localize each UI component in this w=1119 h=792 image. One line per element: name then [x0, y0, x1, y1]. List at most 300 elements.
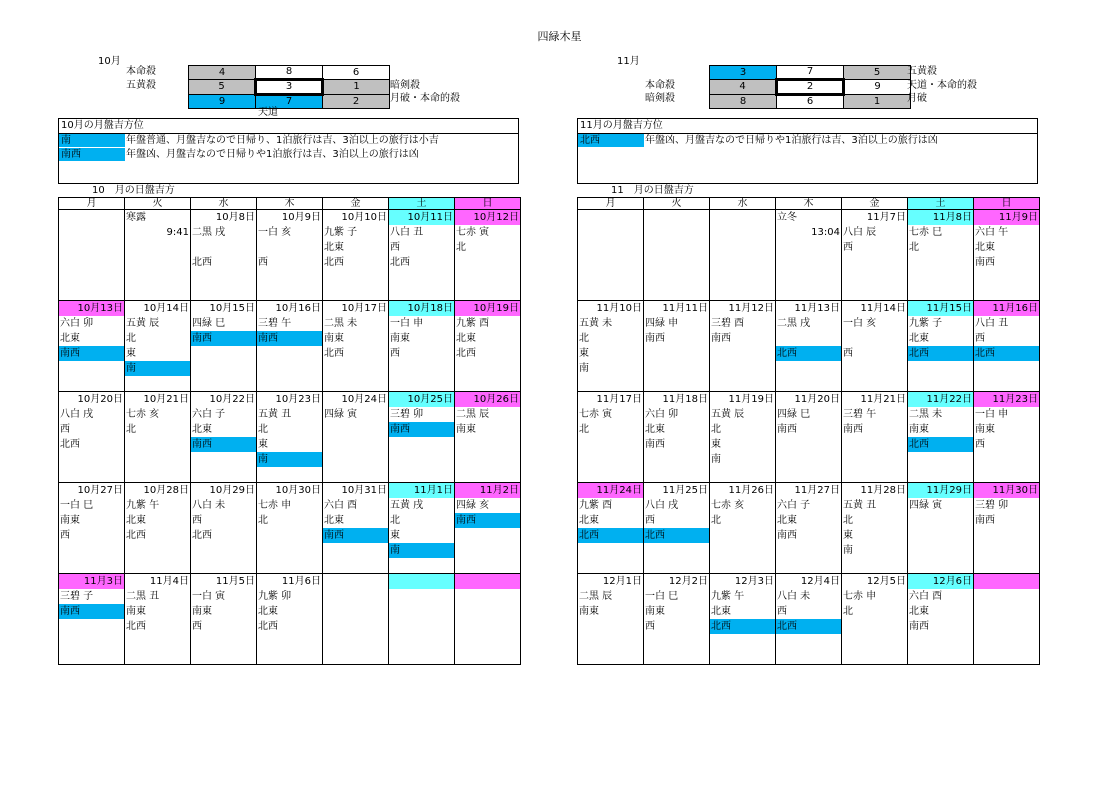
star-grid — [188, 65, 390, 109]
day-line: 西 — [975, 333, 985, 344]
day-line: 四緑 寅 — [909, 500, 943, 511]
day-date: 11月2日 — [455, 483, 520, 498]
day-line: 北西 — [776, 619, 841, 634]
fortune-text: 年盤普通、月盤吉なので日帰り、1泊旅行は吉、3泊以上の旅行は小吉 — [126, 135, 439, 146]
calendar-day — [389, 392, 455, 483]
weekday-header: 木 — [257, 198, 323, 210]
day-line: 南東 — [456, 424, 476, 435]
fortune-direction: 南西 — [59, 148, 125, 161]
grid-cell: 3 — [710, 66, 777, 80]
calendar-day — [455, 210, 521, 301]
day-line: 西 — [60, 530, 70, 541]
day-date: 11月30日 — [974, 483, 1039, 498]
day-line: 北東 — [909, 333, 929, 344]
day-line: 北西 — [710, 619, 775, 634]
day-line: 西 — [192, 621, 202, 632]
calendar-day — [389, 574, 455, 665]
calendar-day — [257, 392, 323, 483]
calendar-day — [59, 210, 125, 301]
fortune-text: 年盤凶、月盤吉なので日帰りや1泊旅行は吉、3泊以上の旅行は凶 — [126, 149, 419, 160]
day-line: 二黒 辰 — [456, 409, 490, 420]
day-date: 11月1日 — [389, 483, 454, 498]
day-date: 10月29日 — [209, 485, 255, 496]
day-line: 北 — [579, 424, 589, 435]
calendar-day — [323, 574, 389, 665]
month-label: 11月 — [617, 56, 640, 67]
october-panel — [58, 0, 519, 792]
day-date: 10月24日 — [341, 394, 387, 405]
day-line: 北 — [711, 515, 721, 526]
calendar-day — [125, 574, 191, 665]
day-line: 北西 — [776, 346, 841, 361]
calendar-day — [191, 210, 257, 301]
day-line: 南西 — [323, 528, 388, 543]
calendar-day — [389, 210, 455, 301]
day-line: 北東 — [645, 424, 665, 435]
day-date: 11月24日 — [578, 483, 643, 498]
weekday-header: 金 — [842, 198, 908, 210]
day-line: 六白 酉 — [324, 500, 358, 511]
day-line: 六白 酉 — [909, 591, 943, 602]
day-date: 10月17日 — [341, 303, 387, 314]
day-date: 10月18日 — [389, 301, 454, 316]
calendar-day — [776, 392, 842, 483]
grid-cell: 6 — [323, 66, 390, 80]
grid-cell: 8 — [710, 95, 777, 109]
grid-right-label: 暗剣殺 — [390, 79, 420, 91]
calendar-day — [59, 574, 125, 665]
day-line: 北 — [909, 242, 919, 253]
calendar-day — [974, 574, 1040, 665]
grid-cell: 7 — [777, 66, 844, 80]
monthly-fortune-title: 11月の月盤吉方位 — [578, 119, 1037, 134]
fortune-row — [59, 148, 518, 162]
day-line: 南 — [125, 361, 190, 376]
day-date: 11月4日 — [149, 576, 189, 587]
day-line: 西 — [390, 348, 400, 359]
grid-right-label: 月破・本命的殺 — [390, 93, 460, 104]
day-date: 11月18日 — [662, 394, 708, 405]
day-line: 南西 — [777, 530, 797, 541]
calendar-day — [257, 483, 323, 574]
day-line: 南東 — [645, 606, 665, 617]
day-line: 北西 — [192, 530, 212, 541]
day-line: 五黄 辰 — [711, 409, 745, 420]
day-date: 11月21日 — [860, 394, 906, 405]
solar-term-time: 13:04 — [811, 227, 840, 238]
calendar-day — [455, 483, 521, 574]
day-line: 六白 卯 — [645, 409, 679, 420]
day-line: 九紫 卯 — [258, 591, 292, 602]
day-line: 三碧 卯 — [975, 500, 1009, 511]
day-line: 南東 — [909, 424, 929, 435]
day-line: 西 — [843, 242, 853, 253]
day-line: 北西 — [974, 346, 1039, 361]
day-line: 九紫 午 — [126, 500, 160, 511]
day-line: 南東 — [60, 515, 80, 526]
day-date: 10月19日 — [455, 301, 520, 316]
day-line: 一白 巳 — [645, 591, 679, 602]
day-line: 八白 丑 — [390, 227, 424, 238]
day-line: 南西 — [257, 331, 322, 346]
day-line: 一白 亥 — [258, 227, 292, 238]
grid-cell: 9 — [189, 95, 256, 109]
monthly-fortune-title: 10月の月盤吉方位 — [59, 119, 518, 134]
day-line: 一白 巳 — [60, 500, 94, 511]
day-date: 10月14日 — [143, 303, 189, 314]
grid-cell: 3 — [256, 80, 323, 95]
day-line: 南西 — [777, 424, 797, 435]
page-title: 四緑木星 — [537, 30, 582, 43]
calendar-day — [455, 392, 521, 483]
day-date — [974, 574, 1039, 589]
daily-calendar — [58, 197, 521, 665]
weekday-header: 木 — [776, 198, 842, 210]
calendar-day — [842, 210, 908, 301]
grid-cell: 5 — [844, 66, 911, 80]
day-date: 10月28日 — [143, 485, 189, 496]
day-line: 南西 — [711, 333, 731, 344]
day-line: 北 — [258, 515, 268, 526]
day-date: 10月11日 — [389, 210, 454, 225]
day-line: 西 — [777, 606, 787, 617]
day-line: 北 — [579, 333, 589, 344]
solar-term-time: 9:41 — [166, 227, 189, 238]
calendar-day — [644, 301, 710, 392]
day-line: 南 — [843, 545, 853, 556]
day-line: 九紫 子 — [909, 318, 943, 329]
day-line: 北西 — [60, 439, 80, 450]
calendar-day — [125, 210, 191, 301]
calendar-day — [323, 392, 389, 483]
day-line: 七赤 亥 — [711, 500, 745, 511]
day-line: 五黄 辰 — [126, 318, 160, 329]
day-line: 北西 — [644, 528, 709, 543]
calendar-day — [776, 574, 842, 665]
day-line: 二黒 丑 — [126, 591, 160, 602]
day-line: 北東 — [60, 333, 80, 344]
calendar-day — [710, 392, 776, 483]
grid-right-label: 月破 — [907, 93, 927, 104]
day-line: 寒露 — [126, 212, 146, 223]
day-line: 南西 — [843, 424, 863, 435]
day-date: 10月26日 — [455, 392, 520, 407]
day-date: 10月31日 — [341, 485, 387, 496]
day-date: 10月22日 — [209, 394, 255, 405]
weekday-header: 水 — [191, 198, 257, 210]
day-date: 11月9日 — [974, 210, 1039, 225]
day-date: 11月17日 — [596, 394, 642, 405]
day-line: 三碧 午 — [258, 318, 292, 329]
day-line: 三碧 酉 — [711, 318, 745, 329]
day-date: 12月4日 — [800, 576, 840, 587]
calendar-day — [974, 301, 1040, 392]
weekday-header: 火 — [125, 198, 191, 210]
day-line: 北西 — [908, 346, 973, 361]
day-line: 九紫 酉 — [456, 318, 490, 329]
day-line: 北西 — [324, 257, 344, 268]
calendar-day — [644, 574, 710, 665]
day-date: 12月5日 — [866, 576, 906, 587]
day-line — [842, 331, 907, 346]
day-date: 12月1日 — [602, 576, 642, 587]
calendar-day — [578, 210, 644, 301]
day-line: 南東 — [975, 424, 995, 435]
calendar-day — [257, 210, 323, 301]
day-line: 南 — [711, 454, 721, 465]
day-line: 八白 未 — [777, 591, 811, 602]
day-line: 北 — [843, 515, 853, 526]
calendar-day — [974, 210, 1040, 301]
day-date: 11月12日 — [728, 303, 774, 314]
day-date: 10月23日 — [275, 394, 321, 405]
day-line: 八白 戌 — [645, 500, 679, 511]
day-line — [191, 240, 256, 255]
day-line: 北西 — [324, 348, 344, 359]
day-line: 西 — [60, 424, 70, 435]
day-line: 北 — [711, 424, 721, 435]
day-date — [389, 574, 454, 589]
calendar-day — [59, 301, 125, 392]
weekday-header: 火 — [644, 198, 710, 210]
grid-cell: 1 — [323, 80, 390, 95]
calendar-day — [644, 483, 710, 574]
day-date — [455, 574, 520, 589]
day-line: 南西 — [645, 333, 665, 344]
day-line: 八白 戌 — [60, 409, 94, 420]
day-date: 11月23日 — [974, 392, 1039, 407]
day-line: 八白 未 — [192, 500, 226, 511]
grid-cell: 6 — [777, 95, 844, 109]
calendar-day — [455, 574, 521, 665]
day-line: 北 — [126, 424, 136, 435]
day-line: 南西 — [389, 422, 454, 437]
calendar-day — [776, 301, 842, 392]
calendar-day — [842, 574, 908, 665]
day-date: 11月7日 — [866, 212, 906, 223]
calendar-day — [389, 483, 455, 574]
day-line: 北東 — [126, 515, 146, 526]
calendar-day — [191, 574, 257, 665]
grid-cell: 5 — [189, 80, 256, 95]
day-line: 北東 — [909, 606, 929, 617]
calendar-day — [125, 483, 191, 574]
day-line: 西 — [645, 621, 655, 632]
day-date: 11月13日 — [794, 303, 840, 314]
day-line: 六白 午 — [975, 227, 1009, 238]
day-date: 10月16日 — [275, 303, 321, 314]
day-date: 11月10日 — [596, 303, 642, 314]
day-line: 北東 — [192, 424, 212, 435]
calendar-day — [974, 392, 1040, 483]
calendar-day — [710, 574, 776, 665]
day-line: 六白 卯 — [60, 318, 94, 329]
day-line: 東 — [843, 530, 853, 541]
day-line: 三碧 卯 — [390, 409, 424, 420]
weekday-header: 日 — [974, 198, 1040, 210]
day-date: 10月21日 — [143, 394, 189, 405]
day-line: 四緑 巳 — [192, 318, 226, 329]
day-line: 北西 — [390, 257, 410, 268]
calendar-day — [257, 301, 323, 392]
calendar-day — [644, 210, 710, 301]
day-line: 北西 — [192, 257, 212, 268]
day-line: 九紫 子 — [324, 227, 358, 238]
calendar-day — [125, 301, 191, 392]
day-line: 南西 — [59, 346, 124, 361]
calendar-day — [125, 392, 191, 483]
day-date: 11月27日 — [794, 485, 840, 496]
calendar-day — [842, 301, 908, 392]
calendar-day — [59, 392, 125, 483]
calendar-day — [578, 483, 644, 574]
day-line: 北西 — [258, 621, 278, 632]
november-panel — [577, 0, 1038, 792]
calendar-day — [710, 483, 776, 574]
calendar-day — [776, 210, 842, 301]
day-line: 北 — [126, 333, 136, 344]
day-line: 北西 — [126, 530, 146, 541]
day-line: 南東 — [192, 606, 212, 617]
calendar-day — [578, 392, 644, 483]
fortune-direction: 南 — [59, 134, 125, 147]
day-line: 七赤 巳 — [909, 227, 943, 238]
day-line: 五黄 丑 — [258, 409, 292, 420]
calendar-day — [191, 392, 257, 483]
grid-cell: 9 — [844, 80, 911, 95]
day-line: 五黄 丑 — [843, 500, 877, 511]
day-line: 西 — [390, 242, 400, 253]
day-line — [776, 331, 841, 346]
day-line: 四緑 寅 — [324, 409, 358, 420]
day-line: 九紫 午 — [711, 591, 745, 602]
day-line: 四緑 巳 — [777, 409, 811, 420]
day-line — [257, 240, 322, 255]
day-line: 西 — [843, 348, 853, 359]
day-line: 南西 — [59, 604, 124, 619]
grid-cell: 4 — [710, 80, 777, 95]
fortune-row — [578, 134, 1037, 148]
calendar-day — [578, 574, 644, 665]
day-date: 10月12日 — [455, 210, 520, 225]
calendar-day — [908, 392, 974, 483]
day-line: 五黄 未 — [579, 318, 613, 329]
day-line: 二黒 戌 — [777, 318, 811, 329]
day-date: 11月8日 — [908, 210, 973, 225]
calendar-day — [59, 483, 125, 574]
day-date: 12月3日 — [734, 576, 774, 587]
fortune-text: 年盤凶、月盤吉なので日帰りや1泊旅行は吉、3泊以上の旅行は凶 — [645, 135, 938, 146]
day-line: 八白 辰 — [843, 227, 877, 238]
day-line: 西 — [258, 257, 268, 268]
day-date: 11月3日 — [59, 574, 124, 589]
day-date: 10月27日 — [77, 485, 123, 496]
day-line: 三碧 子 — [60, 591, 94, 602]
day-line: 北西 — [578, 528, 643, 543]
day-line: 九紫 酉 — [579, 500, 613, 511]
day-line: 東 — [390, 530, 400, 541]
calendar-day — [644, 392, 710, 483]
calendar-day — [323, 301, 389, 392]
day-line: 七赤 申 — [843, 591, 877, 602]
day-line: 南西 — [975, 257, 995, 268]
calendar-day — [710, 210, 776, 301]
calendar-day — [908, 301, 974, 392]
day-line: 二黒 戌 — [192, 227, 226, 238]
grid-cell: 2 — [777, 80, 844, 95]
grid-right-label: 天道・本命的殺 — [907, 79, 977, 91]
day-line: 一白 申 — [975, 409, 1009, 420]
day-date: 11月22日 — [908, 392, 973, 407]
day-line: 南東 — [579, 606, 599, 617]
weekday-header: 水 — [710, 198, 776, 210]
day-line: 三碧 午 — [843, 409, 877, 420]
day-line: 七赤 寅 — [456, 227, 490, 238]
day-line: 六白 子 — [777, 500, 811, 511]
calendar-day — [710, 301, 776, 392]
day-line: 二黒 未 — [909, 409, 943, 420]
day-date: 10月20日 — [77, 394, 123, 405]
day-date: 11月14日 — [860, 303, 906, 314]
day-line: 南東 — [324, 333, 344, 344]
grid-left-label: 暗剣殺 — [645, 93, 675, 104]
day-line: 北東 — [711, 606, 731, 617]
day-line: 北西 — [908, 437, 973, 452]
day-line: 南東 — [390, 333, 410, 344]
day-line: 東 — [258, 439, 268, 450]
calendar-day — [908, 483, 974, 574]
calendar-day — [389, 301, 455, 392]
grid-cell: 4 — [189, 66, 256, 80]
calendar-day — [776, 483, 842, 574]
day-line: 二黒 未 — [324, 318, 358, 329]
calendar-day — [974, 483, 1040, 574]
weekday-header: 月 — [59, 198, 125, 210]
grid-cell: 1 — [844, 95, 911, 109]
day-date: 11月15日 — [908, 301, 973, 316]
day-line: 北東 — [456, 333, 476, 344]
day-line: 北 — [258, 424, 268, 435]
day-date: 11月25日 — [662, 485, 708, 496]
grid-left-label: 本命殺 — [126, 66, 156, 77]
day-line: 一白 寅 — [192, 591, 226, 602]
day-line: 北西 — [126, 621, 146, 632]
day-line: 八白 丑 — [975, 318, 1009, 329]
grid-left-label: 本命殺 — [645, 79, 675, 91]
day-date: 10月10日 — [341, 212, 387, 223]
monthly-fortune-box — [58, 118, 519, 184]
calendar-day — [191, 483, 257, 574]
calendar-day — [323, 483, 389, 574]
weekday-header: 日 — [455, 198, 521, 210]
day-line: 四緑 申 — [645, 318, 679, 329]
day-line: 北東 — [258, 606, 278, 617]
month-label: 10月 — [98, 56, 121, 67]
day-line: 一白 申 — [390, 318, 424, 329]
calendar-day — [842, 483, 908, 574]
calendar-day — [257, 574, 323, 665]
calendar-day — [455, 301, 521, 392]
day-date: 10月30日 — [275, 485, 321, 496]
day-date: 10月25日 — [389, 392, 454, 407]
day-line: 南西 — [191, 437, 256, 452]
day-line: 一白 亥 — [843, 318, 877, 329]
day-line: 南西 — [455, 513, 520, 528]
day-line: 南 — [257, 452, 322, 467]
calendar-day — [191, 301, 257, 392]
calendar-day — [578, 301, 644, 392]
weekday-header: 月 — [578, 198, 644, 210]
